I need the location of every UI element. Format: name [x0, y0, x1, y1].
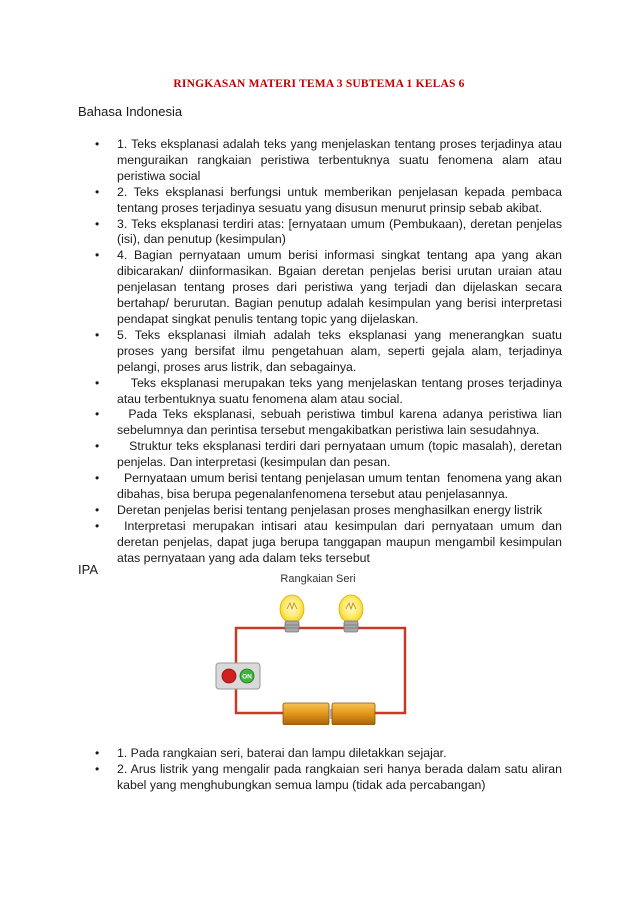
list-item-text: 5. Teks eksplanasi ilmiah adalah teks eksplanasi yang menerangkan suatu proses yang bersifat ilmu pengetahuan alam, seperti gejala alam, terjadinya pelangi, proses arus listrik, dan sebagainya. — [117, 327, 562, 374]
list-item — [92, 375, 566, 408]
list-item-text: 3. Teks eksplanasi terdiri atas: [ernyataan umum (Pembukaan), deretan penjelas (isi), dan penutup (kesimpulan) — [117, 216, 562, 247]
lamp-icon — [339, 595, 363, 632]
bullet-icon: • — [95, 761, 100, 776]
bullet-icon: • — [95, 518, 100, 533]
bullet-icon: • — [95, 327, 100, 342]
list-item-text: 4. Bagian pernyataan umum berisi informasi singkat tentang apa yang akan dibicarakan/ diinformasikan. Bgaian deretan penjelas berisi urutan uraian atau penjelasan tentang proses dari peristiwa yang terjadi dan dijelaskan secara bertahap/ berurutan. Bagian penutup adalah kesimpulan yang berisi interpretasi pendapat singkat penulis tentang topic yang dijelaskan. — [117, 248, 562, 326]
list-item — [92, 503, 562, 519]
list-item — [92, 746, 562, 762]
list-item-text: 1. Pada rangkaian seri, baterai dan lampu diletakkan sejajar. — [117, 746, 447, 760]
battery-icon — [283, 703, 332, 725]
bullet-icon: • — [95, 407, 100, 422]
ipa-bullet-list — [92, 746, 562, 794]
battery-icon — [332, 703, 375, 725]
series-circuit-illustration — [208, 565, 428, 725]
bullet-icon: • — [95, 137, 100, 151]
page-title: RINGKASAN MATERI TEMA 3 SUBTEMA 1 KELAS 6 — [173, 78, 465, 90]
section-label-ipa: IPA — [78, 562, 98, 577]
list-item — [92, 518, 566, 567]
lamp-icon — [280, 595, 304, 632]
section-label-bahasa: Bahasa Indonesia — [78, 104, 183, 119]
list-item — [92, 407, 566, 439]
list-item — [92, 328, 562, 376]
list-item — [92, 217, 562, 249]
switch-icon — [216, 663, 260, 689]
list-item-text: Deretan penjelas berisi tentang penjelasan proses menghasilkan energy listrik — [117, 502, 543, 517]
list-item — [92, 439, 566, 471]
switch-on-label: ON — [242, 673, 252, 681]
list-item-text: Pernyataan umum berisi tentang penjelasan umum tentan fenomena yang akan dibahas, bisa berupa pegenalanfenomena tersebut atau penjelasannya. — [117, 471, 566, 501]
bullet-icon: • — [95, 216, 100, 231]
list-item — [92, 762, 562, 794]
list-item-text: Pada Teks eksplanasi, sebuah peristiwa timbul karena adanya peristiwa lian sebelumnya dan perintisa tersebut mengakibatkan peristiwa lain sesudahnya. — [117, 407, 566, 438]
bullet-icon: • — [95, 439, 100, 454]
list-item-text: Teks eksplanasi merupakan teks yang menjelaskan tentang proses terjadinya atau terbentuknya suatu fenomena alam atau social. — [117, 375, 566, 406]
list-item-text: 2. Arus listrik yang mengalir pada rangkaian seri hanya berada dalam satu aliran kabel yang menghubungkan semua lampu (tidak ada percabangan) — [117, 761, 562, 792]
list-item-text: Struktur teks eksplanasi terdiri dari pernyataan umum (topic masalah), deretan penjelas. Dan interpretasi (kesimpulan dan pesan. — [117, 439, 566, 470]
bullet-icon: • — [95, 248, 100, 263]
list-item-text: 1. Teks eksplanasi adalah teks yang menjelaskan tentang proses terjadinya atau menguraikan rangkaian peristiwa terbentuknya suatu fenomena alam atau peristiwa social — [117, 137, 562, 183]
list-item — [92, 137, 562, 185]
bullet-icon: • — [95, 746, 100, 760]
bahasa-bullet-list — [92, 137, 566, 566]
list-item — [92, 185, 562, 217]
series-circuit-figure — [208, 565, 428, 725]
bullet-icon: • — [95, 502, 100, 517]
list-item-text: 2. Teks eksplanasi berfungsi untuk memberikan penjelasan kepada pembaca tentang proses terjadinya sesuatu yang disusun menurut prinsip sebab akibat. — [117, 184, 562, 215]
bullet-icon: • — [95, 471, 100, 486]
circuit-wire — [236, 628, 405, 713]
bullet-icon: • — [95, 375, 100, 390]
bullet-icon: • — [95, 184, 100, 199]
list-item — [92, 471, 566, 503]
list-item-text: Interpretasi merupakan intisari atau kesimpulan dari pernyataan umum dan deretan penjelas, dapat juga berupa tanggapan maupun mengambil kesimpulan atas pernyataan yang ada dalam teks tersebut — [117, 518, 566, 565]
list-item — [92, 248, 562, 328]
figure-title: Rangkaian Seri — [280, 573, 356, 585]
